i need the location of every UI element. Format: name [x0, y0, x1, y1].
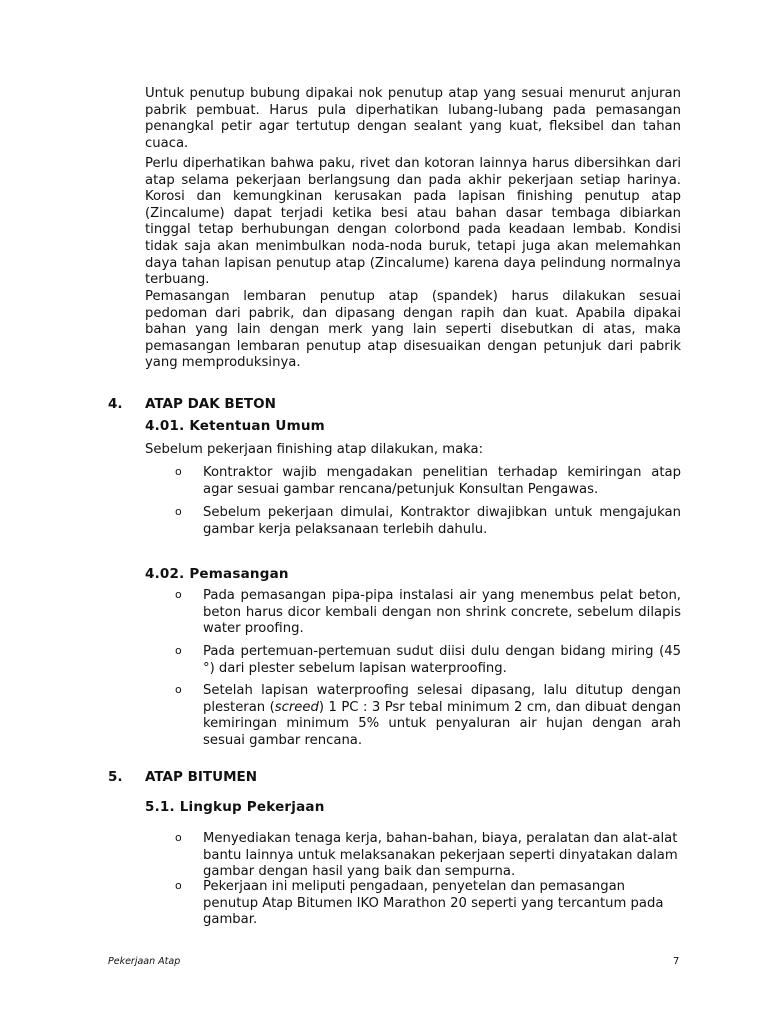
subsection-4-01-intro: Sebelum pekerjaan finishing atap dilakukan, maka: [145, 442, 484, 457]
subsection-5-1-title: 5.1. Lingkup Pekerjaan [145, 799, 325, 815]
bullet-icon: o [175, 588, 182, 601]
paragraph-pemasangan-spandek: Pemasangan lembaran penutup atap (spandek) harus dilakukan sesuai pedoman dari pabrik, dan dipasang dengan rapih dan kuat. Apabila dipakai bahan yang lain dengan merk yang lain seperti disebutkan di atas, maka pemasangan lembaran penutup atap disesuaikan dengan petunjuk dari pabrik yang memproduksinya. [145, 289, 681, 371]
bullet-icon: o [175, 683, 182, 696]
list-item-text: Pada pertemuan-pertemuan sudut diisi dulu dengan bidang miring (45 °) dari plester sebelum lapisan waterproofing. [203, 644, 681, 676]
list-item [175, 831, 681, 881]
list-item-text: Pada pemasangan pipa-pipa instalasi air yang menembus pelat beton, beton harus dicor kembali dengan non shrink concrete, sebelum dilapis water proofing. [203, 588, 681, 637]
screed-text-after: ) 1 PC : 3 Psr tebal minimum 2 cm, dan dibuat dengan kemiringan minimum 5% untuk penyaluran air hujan dengan arah sesuai gambar rencana. [203, 699, 681, 748]
screed-text-before: Setelah lapisan waterproofing selesai dipasang, lalu ditutup dengan plesteran ( [203, 683, 681, 715]
subsection-4-01-title: 4.01. Ketentuan Umum [145, 418, 325, 434]
footer-document-title: Pekerjaan Atap [108, 956, 181, 967]
bullet-icon: o [175, 465, 182, 478]
bullet-icon: o [175, 505, 182, 518]
paragraph-kebersihan-atap: Perlu diperhatikan bahwa paku, rivet dan kotoran lainnya harus dibersihkan dari atap selama pekerjaan berlangsung dan pada akhir pekerjaan setiap harinya. Korosi dan kemungkinan kerusakan pada lapisan finishing penutup atap (Zincalume) dapat terjadi ketika besi atau bahan dasar tembaga dibiarkan tinggal tetap berhubungan dengan colorbond pada keadaan lembab. Kondisi tidak saja akan menimbulkan noda-noda buruk, tetapi juga akan melemahkan daya tahan lapisan penutup atap (Zincalume) karena daya pelindung normalnya terbuang. [145, 156, 681, 288]
screed-italic-term: screed [274, 699, 319, 715]
list-item-text: Pekerjaan ini meliputi pengadaan, penyetelan dan pemasangan penutup Atap Bitumen IKO Marathon 20 seperti yang tercantum pada gambar. [203, 879, 664, 928]
list-item-text: Sebelum pekerjaan dimulai, Kontraktor diwajibkan untuk mengajukan gambar kerja pelaksanaan terlebih dahulu. [203, 505, 681, 537]
paragraph-nok-bubung: Untuk penutup bubung dipakai nok penutup atap yang sesuai menurut anjuran pabrik pembuat. Harus pula diperhatikan lubang-lubang pada pemasangan penangkal petir agar tertutup dengan sealant yang kuat, fleksibel dan tahan cuaca. [145, 86, 681, 151]
list-item-text: Menyediakan tenaga kerja, bahan-bahan, biaya, peralatan dan alat-alat bantu lainnya untuk melaksanakan pekerjaan seperti dinyatakan dalam gambar dengan hasil yang baik dan sempurna. [203, 831, 678, 880]
list-item [175, 465, 681, 498]
bullet-icon: o [175, 879, 182, 892]
section-4-number: 4. [108, 396, 123, 412]
list-item [175, 588, 681, 638]
bullet-icon: o [175, 644, 182, 657]
list-item-text: Kontraktor wajib mengadakan penelitian terhadap kemiringan atap agar sesuai gambar rencana/petunjuk Konsultan Pengawas. [203, 465, 681, 497]
bullet-icon: o [175, 831, 182, 844]
subsection-4-02-title: 4.02. Pemasangan [145, 566, 289, 582]
list-item [175, 505, 681, 538]
list-item [175, 644, 681, 677]
footer-page-number: 7 [673, 956, 680, 967]
list-item-text [203, 683, 681, 749]
list-item [175, 683, 681, 749]
section-5-title: ATAP BITUMEN [145, 769, 258, 785]
section-4-title: ATAP DAK BETON [145, 396, 276, 412]
list-item [175, 879, 681, 929]
section-5-number: 5. [108, 769, 123, 785]
